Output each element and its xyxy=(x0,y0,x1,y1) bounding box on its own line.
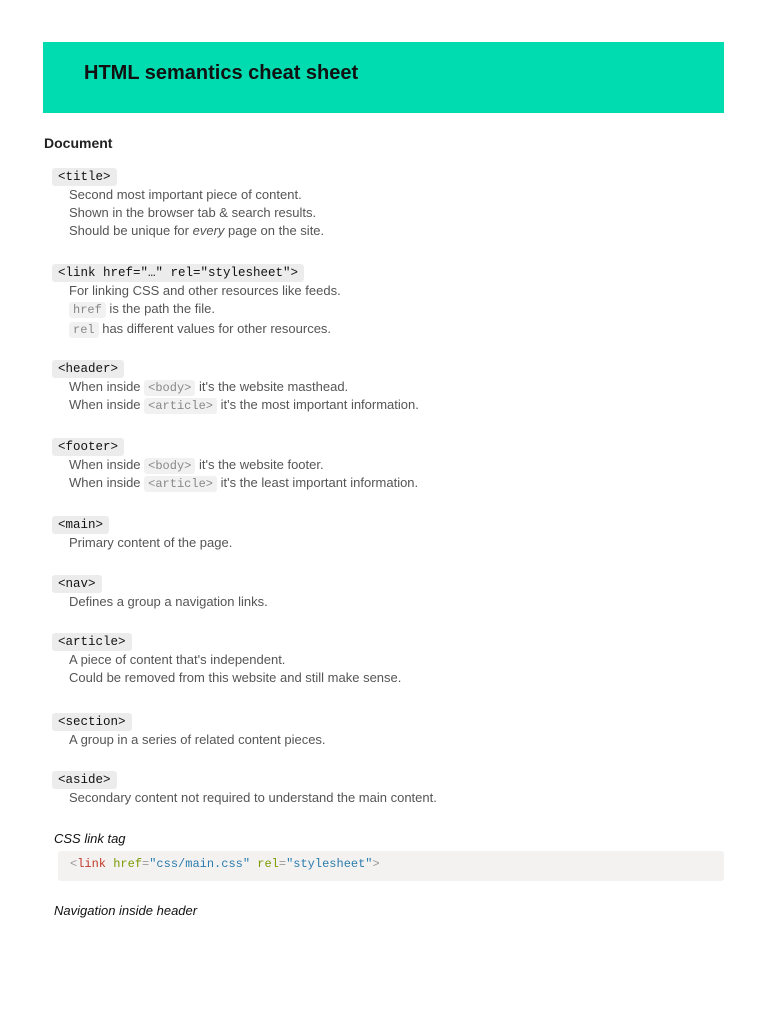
inline-code: rel xyxy=(69,322,99,338)
section-heading-document: Document xyxy=(44,135,113,151)
entry-article xyxy=(52,632,401,687)
entry-main xyxy=(52,515,232,552)
description-line: Shown in the browser tab & search results. xyxy=(69,205,317,220)
title-banner xyxy=(43,42,724,113)
inline-code: <body> xyxy=(144,458,195,474)
description-line: Secondary content not required to understand the main content. xyxy=(69,790,437,805)
entry-link xyxy=(52,263,341,338)
description-line: Should be unique for every page on the site. xyxy=(69,223,325,238)
entry-section xyxy=(52,712,326,749)
nav-caption: Navigation inside header xyxy=(54,903,198,918)
tag-label: <link href="…" rel="stylesheet"> xyxy=(52,264,304,282)
inline-code: <article> xyxy=(144,398,217,414)
description-line: When inside <body> it's the website masthead. xyxy=(69,379,349,395)
description-line: rel has different values for other resources. xyxy=(69,320,341,338)
description-line: A piece of content that's independent. xyxy=(69,652,286,667)
description-line: Second most important piece of content. xyxy=(69,187,302,202)
tag-label: <article> xyxy=(52,633,132,651)
description-line: Primary content of the page. xyxy=(69,535,233,550)
description-line: Could be removed from this website and still make sense. xyxy=(69,670,402,685)
description-line: For linking CSS and other resources like feeds. xyxy=(69,283,341,298)
description-line: A group in a series of related content pieces. xyxy=(69,732,326,747)
tag-label: <title> xyxy=(52,168,117,186)
code-line: <link href="css/main.css" rel="stylesheet"> xyxy=(70,857,380,871)
description-line: When inside <article> it's the most important information. xyxy=(69,397,419,413)
tag-label: <nav> xyxy=(52,575,102,593)
entry-aside xyxy=(52,770,437,807)
tag-label: <section> xyxy=(52,713,132,731)
entry-header xyxy=(52,359,419,414)
tag-label: <header> xyxy=(52,360,124,378)
description-line: When inside <article> it's the least important information. xyxy=(69,475,419,491)
inline-code: href xyxy=(69,302,106,318)
tag-label: <main> xyxy=(52,516,109,534)
description-line: href is the path the file. xyxy=(69,300,341,318)
code-block xyxy=(58,851,724,881)
tag-label: <footer> xyxy=(52,438,124,456)
entry-title xyxy=(52,167,324,240)
description-line: Defines a group a navigation links. xyxy=(69,594,268,609)
entry-footer xyxy=(52,437,418,492)
css-link-caption: CSS link tag xyxy=(54,831,126,846)
tag-label: <aside> xyxy=(52,771,117,789)
page-title: HTML semantics cheat sheet xyxy=(84,62,359,84)
description-line: When inside <body> it's the website footer. xyxy=(69,457,324,473)
inline-code: <body> xyxy=(144,380,195,396)
entry-nav xyxy=(52,574,268,611)
inline-code: <article> xyxy=(144,476,217,492)
